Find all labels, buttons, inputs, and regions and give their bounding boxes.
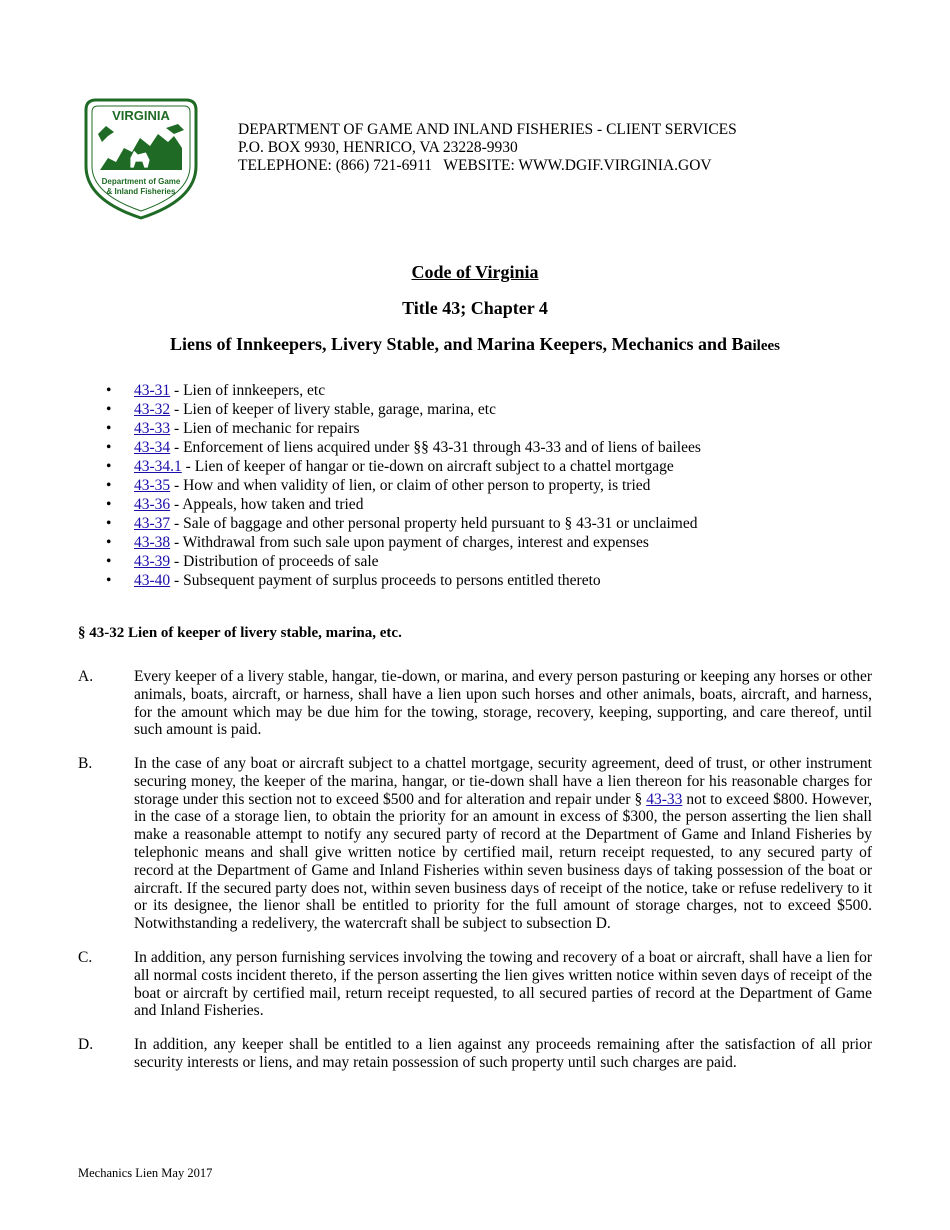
- section-link[interactable]: 43-33: [134, 420, 171, 437]
- section-description: - Lien of mechanic for repairs: [170, 420, 360, 437]
- page-footer: Mechanics Lien May 2017: [78, 1166, 213, 1180]
- logo-line2-text: & Inland Fisheries: [106, 187, 176, 196]
- section-list: [106, 381, 701, 590]
- section-description: - Appeals, how taken and tried: [170, 496, 364, 513]
- section-link[interactable]: 43-32: [134, 401, 171, 418]
- bullet-icon: •: [106, 553, 112, 570]
- bullet-icon: •: [106, 439, 112, 456]
- bullet-icon: •: [106, 534, 112, 551]
- bullet-icon: •: [106, 572, 112, 589]
- section-link[interactable]: 43-35: [134, 477, 171, 494]
- bullet-icon: •: [106, 515, 112, 532]
- section-link[interactable]: 43-34.1: [134, 458, 182, 475]
- agency-name: DEPARTMENT OF GAME AND INLAND FISHERIES - CLIENT SERVICES: [238, 121, 737, 138]
- list-item: [106, 533, 701, 552]
- bullet-icon: •: [106, 458, 112, 475]
- inline-section-link[interactable]: 43-33: [646, 790, 683, 808]
- subsection-letter: A.: [78, 668, 94, 685]
- section-description: - Enforcement of liens acquired under §§ 43-31 through 43-33 and of liens of bailees: [170, 439, 701, 456]
- subject-title-main: Liens of Innkeepers, Livery Stable, and Marina Keepers, Mechanics and Ba: [169, 334, 753, 354]
- subsection-letter: D.: [78, 1036, 94, 1053]
- subsection-text: [134, 755, 872, 933]
- section-link[interactable]: 43-37: [134, 515, 171, 532]
- subsection-letter: B.: [78, 755, 93, 772]
- section-link[interactable]: 43-31: [134, 382, 171, 399]
- section-link[interactable]: 43-40: [134, 572, 171, 589]
- section-description: - Lien of innkeepers, etc: [170, 382, 326, 399]
- dgif-logo: [78, 96, 204, 222]
- subject-title-tail: ilees: [752, 338, 780, 354]
- list-item: [106, 438, 701, 457]
- section-description: - Sale of baggage and other personal property held pursuant to § 43-31 or unclaimed: [170, 515, 698, 532]
- subsection-a: [78, 668, 872, 739]
- section-description: - How and when validity of lien, or claim of other person to property, is tried: [170, 477, 651, 494]
- agency-contact: TELEPHONE: (866) 721-6911 WEBSITE: WWW.DGIF.VIRGINIA.GOV: [238, 157, 712, 174]
- list-item: [106, 419, 701, 438]
- subsection-b: [78, 755, 872, 933]
- list-item: [106, 495, 701, 514]
- bullet-icon: •: [106, 382, 112, 399]
- list-item: [106, 552, 701, 571]
- section-description: - Lien of keeper of hangar or tie-down on aircraft subject to a chattel mortgage: [181, 458, 674, 475]
- section-link[interactable]: 43-34: [134, 439, 171, 456]
- list-item: [106, 457, 701, 476]
- list-item: [106, 400, 701, 419]
- bullet-icon: •: [106, 496, 112, 513]
- list-item: [106, 381, 701, 400]
- logo-state-text: VIRGINIA: [112, 108, 170, 123]
- subject-title: [0, 334, 950, 355]
- agency-address: P.O. BOX 9930, HENRICO, VA 23228-9930: [238, 139, 518, 156]
- list-item: [106, 571, 701, 590]
- list-item: [106, 514, 701, 533]
- section-link[interactable]: 43-36: [134, 496, 171, 513]
- chapter-title: Title 43; Chapter 4: [402, 298, 548, 318]
- section-description: - Withdrawal from such sale upon payment of charges, interest and expenses: [170, 534, 649, 551]
- bullet-icon: •: [106, 420, 112, 437]
- bullet-icon: •: [106, 401, 112, 418]
- section-link[interactable]: 43-39: [134, 553, 171, 570]
- subsection-text: Every keeper of a livery stable, hangar, tie-down, or marina, and every person pasturing or keeping any horses or other animals, boats, aircraft, or harness, shall have a lien upon such horses and other animals, boats, aircraft, and harness, for the amount which may be due him for the towing, storage, recovery, keeping, supporting, and care thereof, until such amount is paid.: [134, 668, 872, 739]
- bullet-icon: •: [106, 477, 112, 494]
- subsection-d: [78, 1036, 872, 1072]
- subsection-text: In addition, any person furnishing services involving the towing and recovery of a boat or aircraft, shall have a lien for all normal costs incident thereto, if the person asserting the lien gives written notice within seven days of receipt of the boat or aircraft by certified mail, return receipt requested, to all secured parties of record at the Department of Game and Inland Fisheries.: [134, 949, 872, 1020]
- list-item: [106, 476, 701, 495]
- section-link[interactable]: 43-38: [134, 534, 171, 551]
- letterhead: [238, 121, 737, 175]
- subsection-text: In addition, any keeper shall be entitled to a lien against any proceeds remaining after the satisfaction of all prior security interests or liens, and may retain possession of such property until such charges are paid.: [134, 1036, 872, 1071]
- section-description: - Lien of keeper of livery stable, garage, marina, etc: [170, 401, 496, 418]
- subsection-text-part: In the case of any boat or aircraft subject to a chattel mortgage, security agreement, deed of trust, or other instrument securing money, the keeper of the marina, hangar, or tie-down shall have a lien thereon for his reasonable charges for storage under this section not to exceed $500 and for alteration and repair under §: [134, 755, 872, 808]
- section-description: - Subsequent payment of surplus proceeds to persons entitled thereto: [170, 572, 601, 589]
- logo-line1-text: Department of Game: [101, 177, 181, 186]
- subsection-c: [78, 949, 872, 1020]
- subsection-text-part: not to exceed $800. However, in the case of a storage lien, to obtain the priority for an amount in excess of $300, the person asserting the lien shall make a reasonable attempt to notify any secured party of record at the Department of Game and Inland Fisheries by telephonic means and shall give written notice by certified mail, return receipt requested, to any secured party of record at the Department of Game and Inland Fisheries within seven business days of taking possession of the boat or aircraft. If the secured party does not, within seven business days of receipt of the notice, take or refuse redelivery to it or its designee, the lienor shall be entitled to priority for the full amount of storage charges, not to exceed $500. Notwithstanding a redelivery, the watercraft shall be subject to subsection D.: [134, 790, 872, 933]
- subsection-letter: C.: [78, 949, 93, 966]
- section-heading: § 43-32 Lien of keeper of livery stable, marina, etc.: [78, 625, 402, 641]
- code-title: Code of Virginia: [411, 262, 539, 282]
- section-description: - Distribution of proceeds of sale: [170, 553, 379, 570]
